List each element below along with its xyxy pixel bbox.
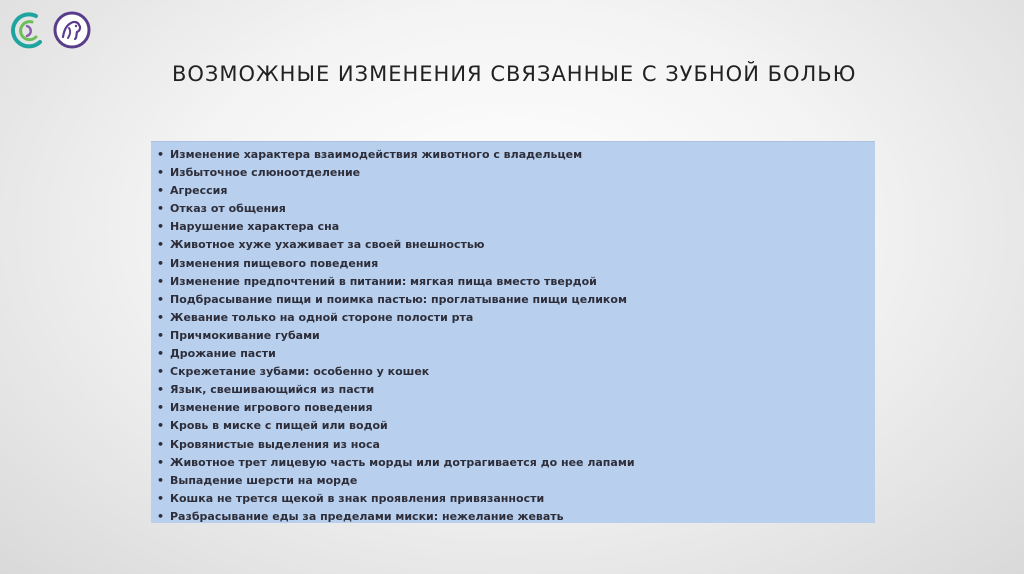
list-item-text: Изменение характера взаимодействия животного с владельцем [170, 148, 583, 161]
list-item [151, 363, 875, 381]
list-item [151, 508, 875, 526]
list-item-text: Выпадение шерсти на морде [170, 473, 358, 487]
list-item [151, 381, 875, 399]
list-item-text: Язык, свешивающийся из пасти [170, 383, 375, 397]
list-item [151, 255, 875, 273]
bullet-icon: • [157, 184, 165, 198]
list-item [151, 399, 875, 417]
list-item-text: Изменение предпочтений в питании: мягкая пища вместо твердой [170, 274, 597, 288]
list-item [151, 146, 875, 164]
list-item-text: Причмокивание губами [170, 328, 320, 342]
list-item-text: Жевание только на одной стороне полости рта [170, 310, 474, 324]
list-item [151, 200, 875, 218]
list-item [151, 164, 875, 182]
bullet-icon: • [157, 256, 165, 270]
list-item-text: Кошка не трется щекой в знак проявления привязанности [170, 491, 545, 505]
bullet-icon: • [157, 419, 165, 433]
list-item-text: Отказ от общения [170, 202, 286, 216]
list-item-text: Скрежетание зубами: особенно у кошек [170, 365, 430, 379]
bullet-icon: • [157, 473, 165, 487]
list-item-text: Агрессия [170, 184, 228, 198]
list-item-text: Кровянистые выделения из носа [170, 437, 380, 451]
list-item-text: Изменения пищевого поведения [170, 256, 379, 270]
swirl-logo-icon [6, 8, 50, 52]
list-item [151, 436, 875, 454]
bullet-icon: • [157, 328, 165, 342]
list-item [151, 309, 875, 327]
list-item [151, 345, 875, 363]
list-item-text: Животное хуже ухаживает за своей внешностью [170, 238, 485, 252]
list-item-text: Разбрасывание еды за пределами миски: нежелание жевать [170, 509, 564, 523]
list-item [151, 327, 875, 345]
list-item [151, 454, 875, 472]
bullet-icon: • [157, 220, 165, 234]
list-item-text: Нарушение характера сна [170, 220, 340, 234]
bullet-icon: • [157, 347, 165, 361]
bullet-icon: • [157, 274, 165, 288]
list-item-text: Животное трет лицевую часть морды или дотрагивается до нее лапами [170, 455, 635, 469]
bullet-icon: • [157, 202, 165, 216]
list-item [151, 218, 875, 236]
list-item-text: Избыточное слюноотделение [170, 166, 361, 180]
bullet-icon: • [157, 509, 165, 523]
list-item [151, 490, 875, 508]
list-item [151, 472, 875, 490]
list-item [151, 236, 875, 254]
bullet-icon: • [157, 455, 165, 469]
list-item-text: Подбрасывание пищи и поимка пастью: проглатывание пищи целиком [170, 292, 627, 306]
bullet-icon: • [157, 437, 165, 451]
list-item [151, 291, 875, 309]
bullet-icon: • [157, 365, 165, 379]
list-item-text: Изменение игрового поведения [170, 401, 373, 415]
list-item-text: Дрожание пасти [170, 347, 276, 361]
symptom-list [151, 142, 875, 526]
slide-title: ВОЗМОЖНЫЕ ИЗМЕНЕНИЯ СВЯЗАННЫЕ С ЗУБНОЙ БОЛЬЮ [172, 62, 857, 86]
bullet-icon: • [157, 491, 165, 505]
bullet-icon: • [157, 310, 165, 324]
list-item [151, 417, 875, 435]
bullet-icon: • [157, 148, 165, 161]
bullet-icon: • [157, 238, 165, 252]
list-item-text: Кровь в миске с пищей или водой [170, 419, 388, 433]
bullet-icon: • [157, 166, 165, 180]
symptom-list-panel [151, 141, 875, 523]
animal-badge-logo-icon [52, 10, 92, 50]
bullet-icon: • [157, 401, 165, 415]
header-logos [6, 8, 92, 52]
bullet-icon: • [157, 292, 165, 306]
list-item [151, 182, 875, 200]
list-item [151, 273, 875, 291]
bullet-icon: • [157, 383, 165, 397]
